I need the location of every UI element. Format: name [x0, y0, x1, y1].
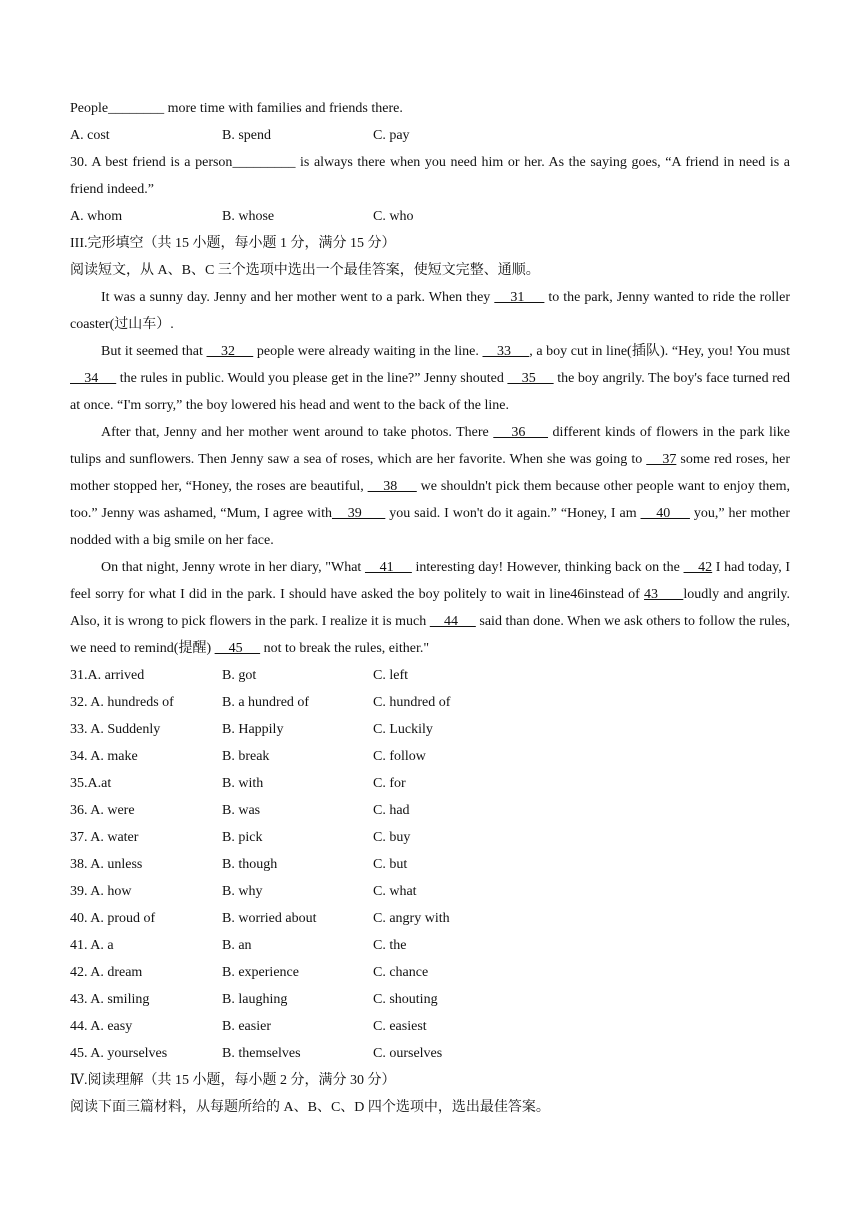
options-row-44: [70, 1013, 790, 1040]
question-29-options: [70, 122, 790, 149]
option-a: 41. A. a: [70, 938, 114, 953]
text: People: [70, 101, 109, 116]
option-c: C. Luckily: [373, 722, 433, 737]
blank-35: 35: [507, 371, 554, 386]
text: the boy angrily. The boy's face turned red at once. “I'm sorry,” the boy lowered his head and went to the back of the line.: [70, 371, 791, 413]
option-c: C. buy: [373, 830, 411, 845]
blank-38: 38: [367, 479, 417, 494]
options-row-37: [70, 824, 790, 851]
text: It was a sunny day. Jenny and her mother went to a park. When they: [101, 290, 495, 305]
blank-43: 43: [644, 587, 684, 602]
options-row-38: [70, 851, 790, 878]
option-a: 34. A. make: [70, 749, 138, 764]
option-a: 33. A. Suddenly: [70, 722, 161, 737]
text: 30. A best friend is a person: [70, 155, 233, 170]
option-c: C. who: [373, 209, 414, 224]
passage-paragraph-2: [70, 338, 790, 419]
passage-paragraph-3: [70, 419, 790, 554]
options-row-32: [70, 689, 790, 716]
text: we shouldn't pick them because other people want to enjoy them, too.” Jenny was ashamed, “Mum, I agree with: [70, 479, 790, 521]
options-row-33: [70, 716, 790, 743]
option-b: B. though: [222, 857, 278, 872]
text: the rules in public. Would you please get in the line?” Jenny shouted: [116, 371, 508, 386]
option-b: B. pick: [222, 830, 263, 845]
option-c: C. shouting: [373, 992, 438, 1007]
option-c: C. what: [373, 884, 417, 899]
options-row-43: [70, 986, 790, 1013]
option-c: C. easiest: [373, 1019, 427, 1034]
passage-paragraph-1: [70, 284, 790, 338]
option-b: B. got: [222, 668, 257, 683]
option-a: A. whom: [70, 209, 123, 224]
option-b: B. was: [222, 803, 261, 818]
option-a: 44. A. easy: [70, 1019, 133, 1034]
options-row-35: [70, 770, 790, 797]
options-row-31: [70, 662, 790, 689]
option-a: 38. A. unless: [70, 857, 143, 872]
option-b: B. spend: [222, 128, 271, 143]
options-row-45: [70, 1040, 790, 1067]
options-row-36: [70, 797, 790, 824]
option-a: 32. A. hundreds of: [70, 695, 174, 710]
option-a: 31.A. arrived: [70, 668, 145, 683]
blank-33: 33: [482, 344, 530, 359]
option-c: C. for: [373, 776, 406, 791]
option-c: C. chance: [373, 965, 429, 980]
option-b: B. whose: [222, 209, 275, 224]
option-b: B. with: [222, 776, 264, 791]
text: interesting day! However, thinking back on the: [411, 560, 684, 575]
option-a: 45. A. yourselves: [70, 1046, 168, 1061]
text: to the park, Jenny wanted to ride the roller coaster(过山车）.: [70, 290, 791, 332]
option-b: B. Happily: [222, 722, 284, 737]
answer-blank: _________: [232, 155, 296, 170]
options-row-34: [70, 743, 790, 770]
option-a: 36. A. were: [70, 803, 135, 818]
blank-41: 41: [364, 560, 412, 575]
option-b: B. experience: [222, 965, 299, 980]
blank-45: 45: [214, 641, 261, 656]
text: After that, Jenny and her mother went around to take photos. There: [101, 425, 494, 440]
text: not to break the rules, either.": [260, 641, 430, 656]
text: I had today, I feel sorry for what I did in the park. I should have asked the boy politely to wait in line46instead of: [70, 560, 791, 602]
passage-paragraph-4: [70, 554, 790, 662]
options-row-41: [70, 932, 790, 959]
blank-39: 39: [331, 506, 386, 521]
option-b: B. why: [222, 884, 263, 899]
option-c: C. pay: [373, 128, 410, 143]
option-c: C. had: [373, 803, 410, 818]
option-b: B. themselves: [222, 1046, 301, 1061]
option-a: 35.A.at: [70, 776, 112, 791]
option-c: C. hundred of: [373, 695, 451, 710]
cloze-options-list: [70, 662, 790, 1067]
option-b: B. break: [222, 749, 270, 764]
text: loudly and angrily. Also, it is wrong to pick flowers in the park. I realize it is much: [70, 587, 790, 629]
blank-37: 37: [646, 452, 677, 467]
option-a: 42. A. dream: [70, 965, 143, 980]
text: is always there when you need him or her. As the saying goes, “A friend in need is a friend indeed.”: [70, 155, 790, 197]
blank-34: 34: [70, 371, 117, 386]
option-a: 37. A. water: [70, 830, 139, 845]
option-b: B. an: [222, 938, 252, 953]
blank-44: 44: [429, 614, 476, 629]
text: But it seemed that: [101, 344, 207, 359]
options-row-42: [70, 959, 790, 986]
option-b: B. worried about: [222, 911, 317, 926]
section-4-title: Ⅳ.阅读理解（共 15 小题，每小题 2 分，满分 30 分）: [70, 1073, 396, 1088]
option-c: C. follow: [373, 749, 426, 764]
blank-36: 36: [493, 425, 549, 440]
text: different kinds of flowers in the park like tulips and sunflowers. Then Jenny saw a sea of roses, which are her favorite. When she was going to: [70, 425, 791, 467]
option-b: B. easier: [222, 1019, 271, 1034]
text: more time with families and friends there.: [164, 101, 403, 116]
option-c: C. the: [373, 938, 407, 953]
options-row-40: [70, 905, 790, 932]
blank-42: 42: [683, 560, 713, 575]
blank-32: 32: [206, 344, 254, 359]
option-b: B. a hundred of: [222, 695, 310, 710]
option-a: A. cost: [70, 128, 110, 143]
option-c: C. but: [373, 857, 408, 872]
text: people were already waiting in the line.: [253, 344, 483, 359]
option-a: 43. A. smiling: [70, 992, 150, 1007]
options-row-39: [70, 878, 790, 905]
section-4-instruction: 阅读下面三篇材料，从每题所给的 A、B、C、D 四个选项中，选出最佳答案。: [70, 1100, 550, 1115]
option-c: C. ourselves: [373, 1046, 443, 1061]
question-30: [70, 149, 790, 203]
option-c: C. left: [373, 668, 408, 683]
text: some red roses, her mother stopped her, “Honey, the roses are beautiful,: [70, 452, 791, 494]
option-b: B. laughing: [222, 992, 288, 1007]
question-29-tail: [70, 95, 790, 122]
answer-blank: ________: [108, 101, 165, 116]
option-c: C. angry with: [373, 911, 450, 926]
blank-40: 40: [640, 506, 690, 521]
text: you,” her mother nodded with a big smile on her face.: [70, 506, 790, 548]
text: On that night, Jenny wrote in her diary, "What: [101, 560, 365, 575]
text: said than done. When we ask others to follow the rules, we need to remind(提醒): [70, 614, 790, 656]
text: , a boy cut in line(插队). “Hey, you! You must: [529, 344, 791, 359]
section-3-title: III.完形填空（共 15 小题，每小题 1 分，满分 15 分）: [70, 236, 396, 251]
question-30-options: [70, 203, 790, 230]
option-a: 39. A. how: [70, 884, 132, 899]
text: you said. I won't do it again.” “Honey, I am: [385, 506, 641, 521]
option-a: 40. A. proud of: [70, 911, 156, 926]
section-3-instruction: 阅读短文，从 A、B、C 三个选项中选出一个最佳答案，使短文完整、通顺。: [70, 263, 540, 278]
blank-31: 31: [494, 290, 545, 305]
